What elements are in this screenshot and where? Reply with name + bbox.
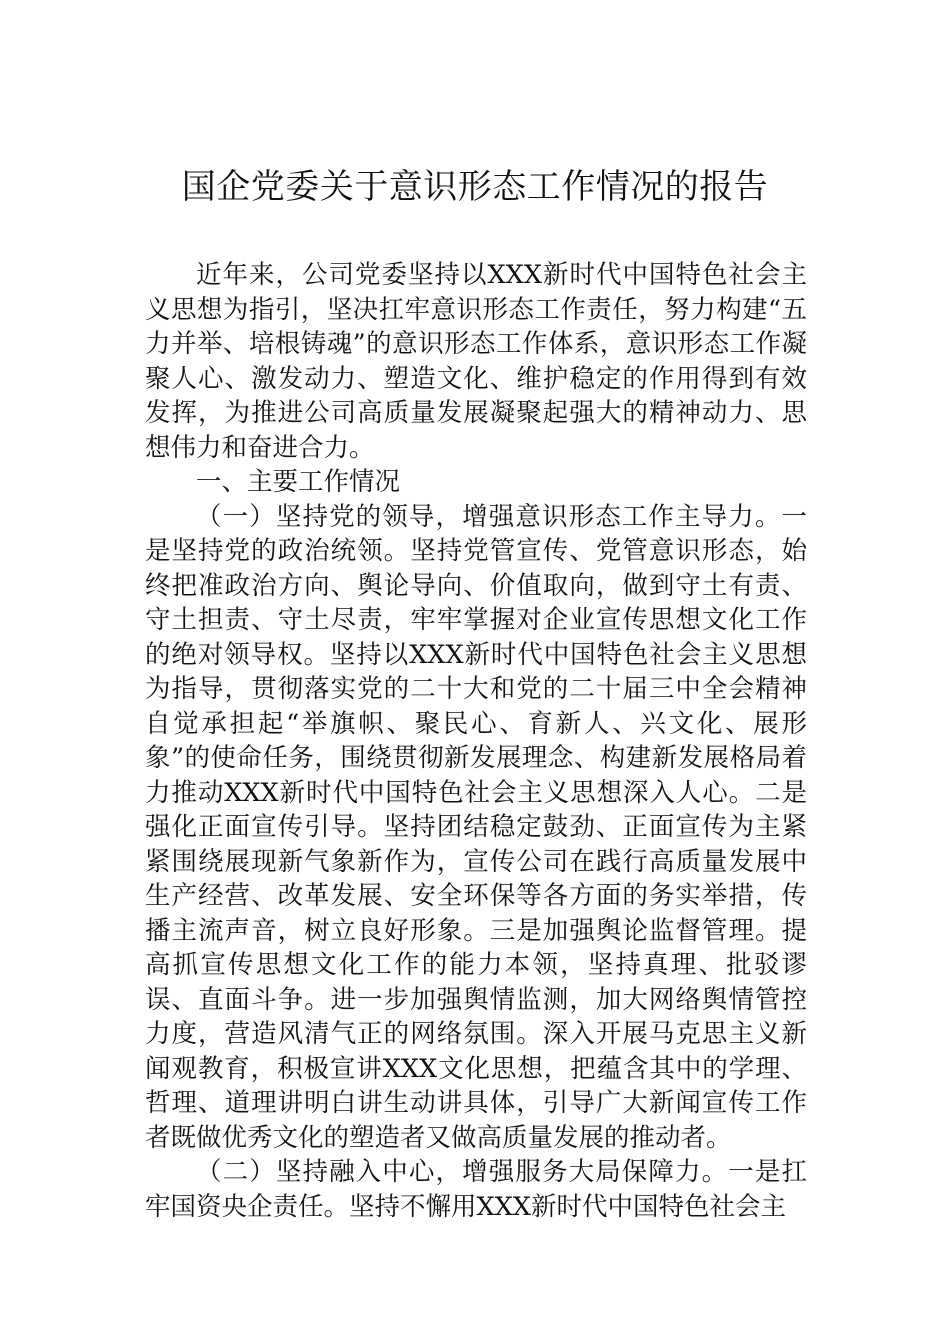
document-body xyxy=(145,258,807,1224)
intro-paragraph: 近年来，公司党委坚持以XXX新时代中国特色社会主义思想为指引，坚决扛牢意识形态工作责任，努力构建“五力并举、培根铸魂”的意识形态工作体系，意识形态工作凝聚人心、激发动力、塑造文化、维护稳定的作用得到有效发挥，为推进公司高质量发展凝聚起强大的精神动力、思想伟力和奋进合力。 xyxy=(145,260,807,463)
document-title: 国企党委关于意识形态工作情况的报告 xyxy=(181,167,769,207)
section-paragraph: （二）坚持融入中心，增强服务大局保障力。一是扛牢国资央企责任。坚持不懈用XXX新时代中国特色社会主 xyxy=(145,1157,807,1222)
section-paragraph: （一）坚持党的领导，增强意识形态工作主导力。一是坚持党的政治统领。坚持党管宣传、党管意识形态，始终把准政治方向、舆论导向、价值取向，做到守土有责、守土担责、守土尽责，牢牢掌握对企业宣传思想文化工作的绝对领导权。坚持以XXX新时代中国特色社会主义思想为指导，贯彻落实党的二十大和党的二十届三中全会精神自觉承担起“举旗帜、聚民心、育新人、兴文化、展形象”的使命任务，围绕贯彻新发展理念、构建新发展格局着力推动XXX新时代中国特色社会主义思想深入人心。二是强化正面宣传引导。坚持团结稳定鼓劲、正面宣传为主紧紧围绕展现新气象新作为，宣传公司在践行高质量发展中生产经营、改革发展、安全环保等各方面的务实举措，传播主流声音，树立良好形象。三是加强舆论监督管理。提高抓宣传思想文化工作的能力本领，坚持真理、批驳谬误、直面斗争。进一步加强舆情监测，加大网络舆情管控力度，营造风清气正的网络氛围。深入开展马克思主义新闻观教育，积极宣讲XXX文化思想，把蕴含其中的学理、哲理、道理讲明白讲生动讲具体，引导广大新闻宣传工作者既做优秀文化的塑造者又做高质量发展的推动者。 xyxy=(145,501,807,1153)
section-heading: 一、主要工作情况 xyxy=(196,467,401,497)
